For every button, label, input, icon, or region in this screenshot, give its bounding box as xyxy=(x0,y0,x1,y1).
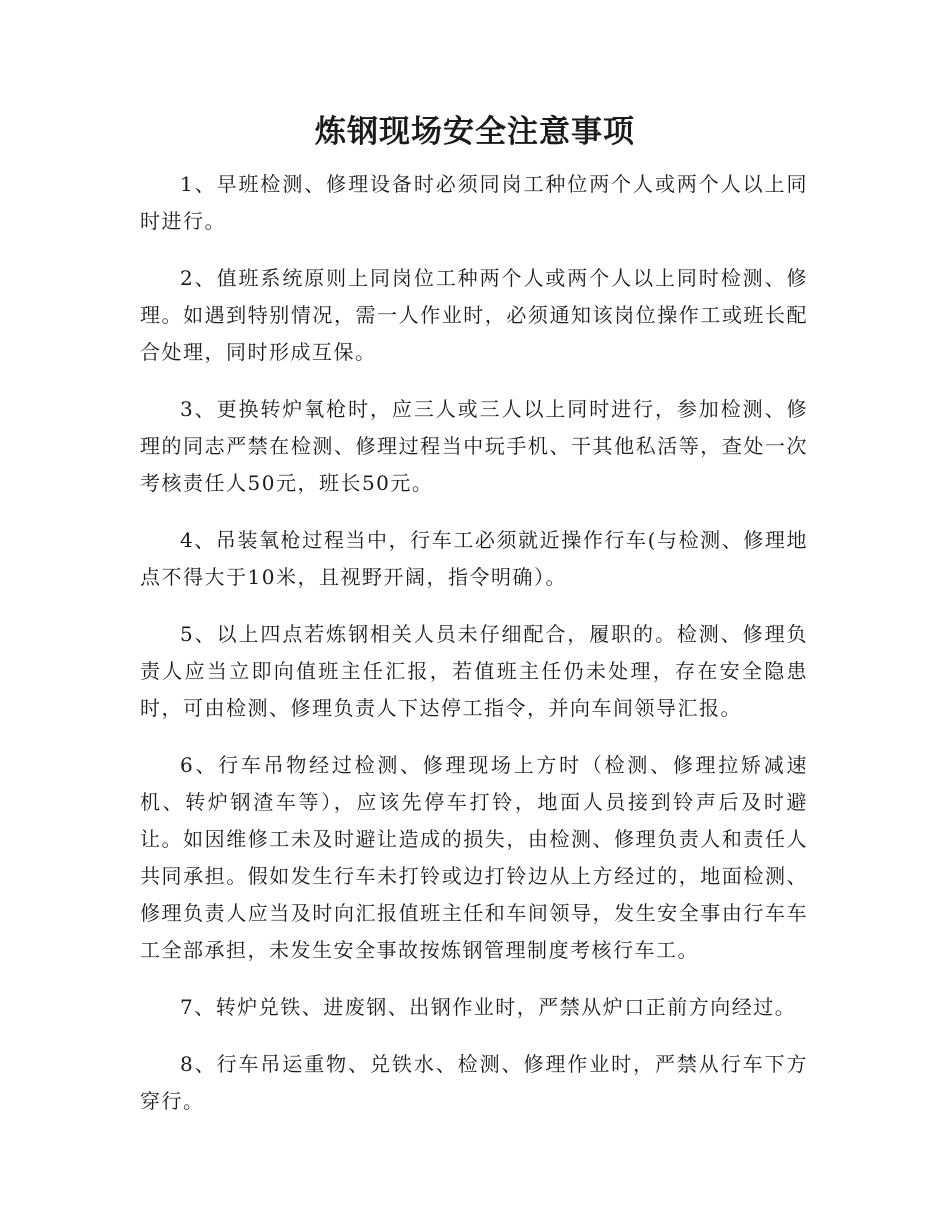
document-body xyxy=(140,166,808,1140)
paragraph-1: 1、早班检测、修理设备时必须同岗工种位两个人或两个人以上同时进行。 xyxy=(140,172,808,233)
paragraph-4: 4、吊装氧枪过程当中，行车工必须就近操作行车(与检测、修理地点不得大于10米，且视野开阔，指令明确）。 xyxy=(140,528,808,589)
paragraph-7: 7、转炉兑铁、进废钢、出钢作业时，严禁从炉口正前方向经过。 xyxy=(180,995,797,1019)
paragraph-8: 8、行车吊运重物、兑铁水、检测、修理作业时，严禁从行车下方穿行。 xyxy=(140,1052,808,1113)
paragraph-2: 2、值班系统原则上同岗位工种两个人或两个人以上同时检测、修理。如遇到特别情况，需一人作业时，必须通知该岗位操作工或班长配合处理，同时形成互保。 xyxy=(140,266,808,364)
paragraph-5: 5、以上四点若炼钢相关人员未仔细配合，履职的。检测、修理负责人应当立即向值班主任汇报，若值班主任仍未处理，存在安全隐患时，可由检测、修理负责人下达停工指令，并向车间领导汇报。 xyxy=(140,622,808,720)
paragraph-6: 6、行车吊物经过检测、修理现场上方时（检测、修理拉矫减速机、转炉钢渣车等），应该先停车打铃，地面人员接到铃声后及时避让。如因维修工未及时避让造成的损失，由检测、修理负责人和责任人共同承担。假如发生行车未打铃或边打铃边从上方经过的，地面检测、修理负责人应当及时向汇报值班主任和车间领导，发生安全事由行车车工全部承担，未发生安全事故按炼钢管理制度考核行车工。 xyxy=(140,753,808,962)
paragraph-3: 3、更换转炉氧枪时，应三人或三人以上同时进行，参加检测、修理的同志严禁在检测、修理过程当中玩手机、干其他私活等，查处一次考核责任人50元，班长50元。 xyxy=(140,397,808,495)
document-title: 炼钢现场安全注意事项 xyxy=(315,114,635,150)
